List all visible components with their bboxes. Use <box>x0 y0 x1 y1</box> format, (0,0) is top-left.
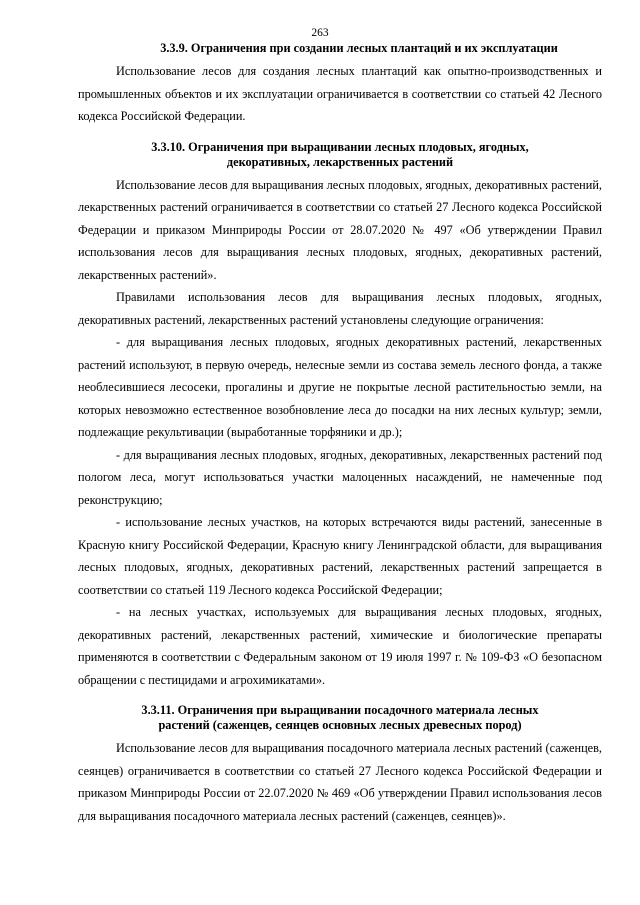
section-3-3-10 <box>78 140 602 692</box>
page-number: 263 <box>311 27 329 39</box>
list-item: - на лесных участках, используемых для выращивания лесных плодовых, ягодных, декоративных растений, лекарственных растений, химические и биологические препараты применяются в соответствии с Федеральным законом от 19 июля 1997 г. № 109-ФЗ «О безопасном обращении с пестицидами и агрохимикатами». <box>78 605 602 687</box>
section-heading: 3.3.10. Ограничения при выращивании лесных плодовых, ягодных, <box>151 139 529 154</box>
section-3-3-11 <box>78 703 602 827</box>
section-heading: декоративных, лекарственных растений <box>226 154 454 169</box>
paragraph: Использование лесов для выращивания лесных плодовых, ягодных, декоративных растений, лекарственных растений ограничивается в соответствии со статьей 27 Лесного кодекса Российской Федерации и приказом Минприроды России от 28.07.2020 № 497 «Об утверждении Правил использования лесов для выращивания лесных плодовых, ягодных, декоративных растений, лекарственных растений». <box>78 177 602 282</box>
list-item: - для выращивания лесных плодовых, ягодных декоративных растений, лекарственных растений используют, в первую очередь, нелесные земли из состава земель лесного фонда, а также необлесившиеся лесосеки, прогалины и другие не покрытые лесной растительностью земли, на которых невозможно естественное возобновление леса до посадки на них лесных культур; земли, подлежащие рекультивации (выработанные торфяники и др.); <box>78 335 602 439</box>
paragraph: Правилами использования лесов для выращивания лесных плодовых, ягодных, декоративных растений, лекарственных растений установлены следующие ограничения: <box>78 290 602 327</box>
section-heading: 3.3.11. Ограничения при выращивании посадочного материала лесных <box>141 703 539 717</box>
document-body <box>78 40 602 827</box>
section-heading: растений (саженцев, сеянцев основных лесных древесных пород) <box>158 718 522 732</box>
section-3-3-9 <box>78 40 602 128</box>
paragraph: Использование лесов для создания лесных плантаций как опытно-производственных и промышленных объектов и их эксплуатации ограничивается в соответствии со статьей 42 Лесного кодекса Российской Федерации. <box>78 64 602 123</box>
section-heading: 3.3.9. Ограничения при создании лесных плантаций и их эксплуатации <box>160 41 558 55</box>
paragraph: Использование лесов для выращивания посадочного материала лесных растений (саженцев, сеянцев) ограничивается в соответствии со статьей 27 Лесного кодекса Российской Федерации и приказом Минприроды России от 22.07.2020 № 469 «Об утверждении Правил использования лесов для выращивания посадочного материала лесных растений (саженцев, сеянцев)». <box>78 741 602 823</box>
list-item: - использование лесных участков, на которых встречаются виды растений, занесенные в Красную книгу Российской Федерации, Красную книгу Ленинградской области, для выращивания лесных плодовых, ягодных, декоративных растений, лекарственных растений запрещается в соответствии со статьей 119 Лесного кодекса Российской Федерации; <box>78 515 602 597</box>
list-item: - для выращивания лесных плодовых, ягодных, декоративных, лекарственных растений под пологом леса, могут использоваться участки малоценных насаждений, не намеченные под реконструкцию; <box>78 447 602 507</box>
